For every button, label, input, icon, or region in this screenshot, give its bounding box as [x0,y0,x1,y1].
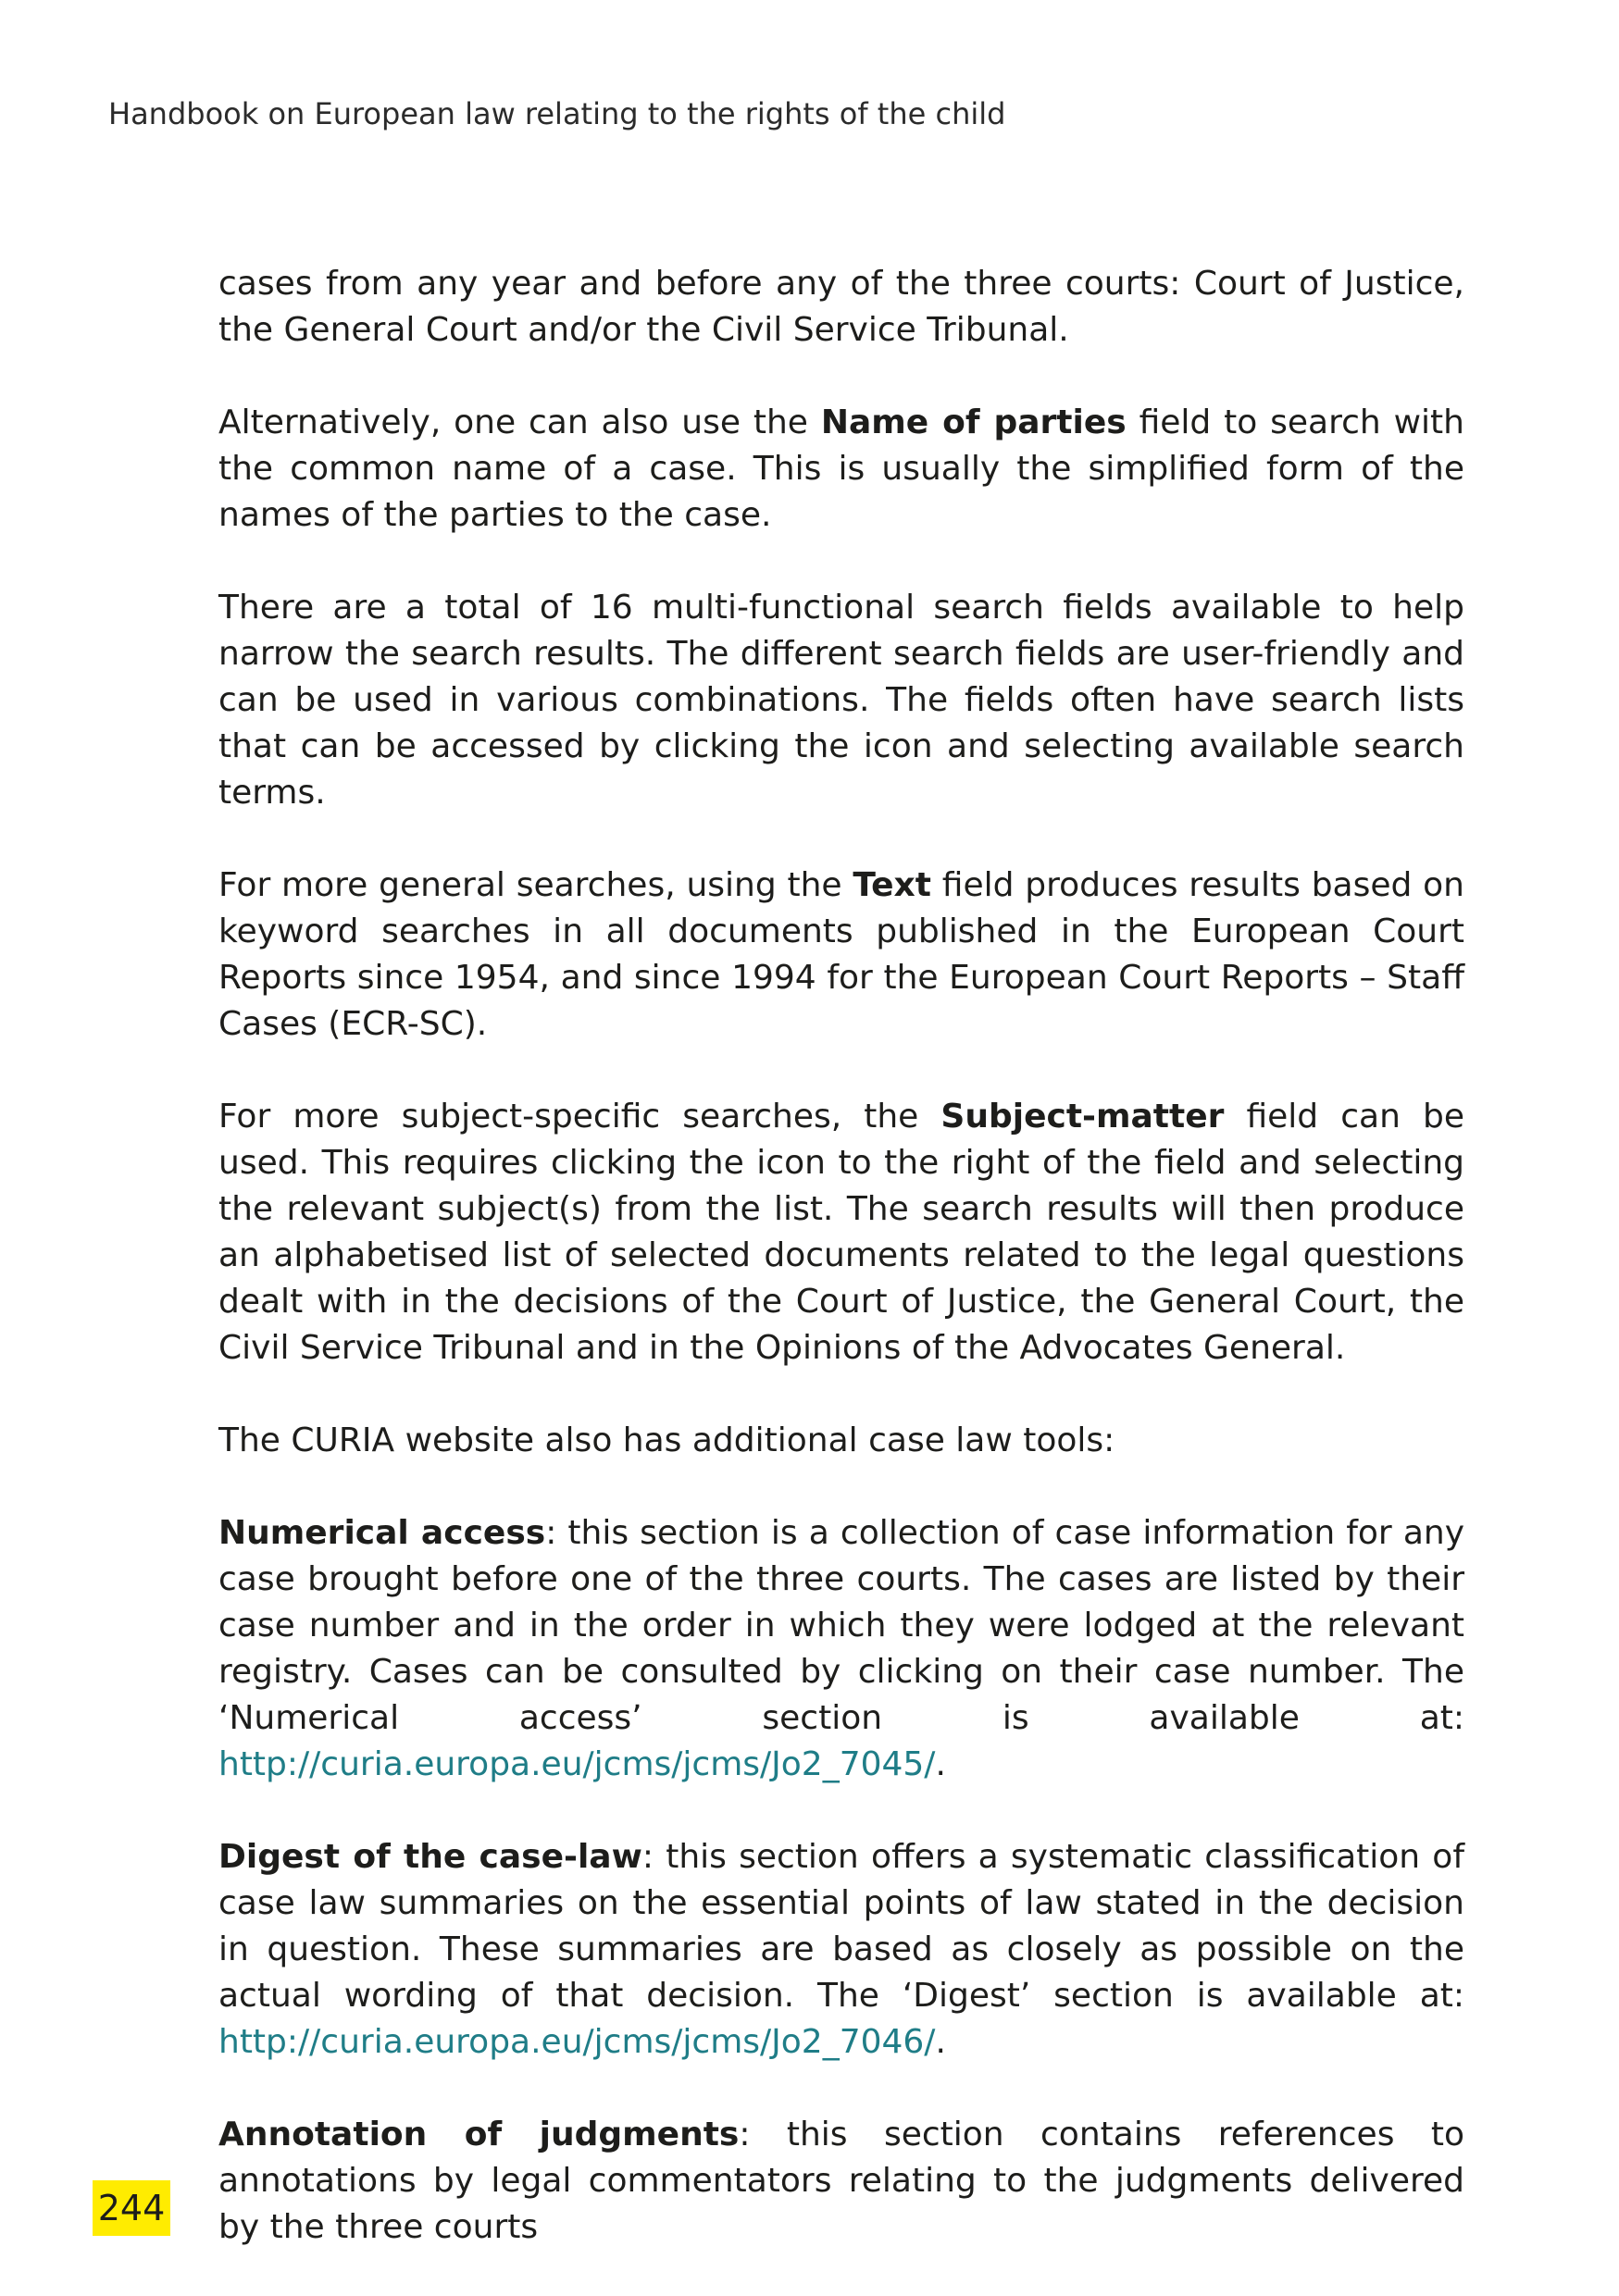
paragraph-text: . [935,2023,946,2061]
bold-term-subject-matter: Subject-matter [940,1098,1225,1136]
paragraph-search-fields [218,585,1464,816]
paragraph-text: : this section offers a systematic classification of case law summaries on the essential points of law stated in the decision in question. These summaries are based as closely as possible on the actual wording of that decision. The ‘Digest’ section is available at: [218,1838,1464,2015]
paragraph-name-of-parties [218,400,1464,539]
bold-term-name-of-parties: Name of parties [820,403,1127,441]
paragraph-text: field to search with the common name of a case. This is usually the simplified form of the names of the parties to the case. [218,403,1464,534]
paragraph-text: Alternatively, one can also use the [218,403,821,441]
bold-term-numerical-access: Numerical access [218,1514,546,1552]
paragraph-text: The CURIA website also has additional case law tools: [218,1421,1115,1459]
paragraph-curia-tools [218,1418,1464,1464]
digest-link[interactable]: http://curia.europa.eu/jcms/jcms/Jo2_7046/ [218,2023,936,2061]
paragraph-text-field [218,863,1464,1048]
paragraph-text: : this section contains references to annotations by legal commentators relating to the judgments delivered by the three courts [218,2116,1464,2246]
numerical-access-link[interactable]: http://curia.europa.eu/jcms/jcms/Jo2_7045/ [218,1745,936,1783]
paragraph-text: : this section is a collection of case information for any case brought before one of the three courts. The cases are listed by their case number and in the order in which they were lodged at the relevant registry. Cases can be consulted by clicking on their case number. The ‘Numerical access’ section is available at: [218,1514,1464,1737]
paragraph-digest [218,1834,1464,2066]
bold-term-text: Text [853,866,931,904]
paragraph-text: field can be used. This requires clicking the icon to the right of the field and selecting the relevant subject(s) from the list. The search results will then produce an alphabetised list of selected documents related to the legal questions dealt with in the decisions of the Court of Justice, the General Court, the Civil Service Tribunal and in the Opinions of the Advocates General. [218,1098,1464,1367]
paragraph-text: cases from any year and before any of the three courts: Court of Justice, the General Court and/or the Civil Service Tribunal. [218,265,1464,349]
paragraph-text: field produces results based on keyword searches in all documents published in the European Court Reports since 1954, and since 1994 for the European Court Reports – Staff Cases (ECR-SC). [218,866,1464,1043]
paragraph-annotation [218,2112,1464,2251]
bold-term-annotation: Annotation of judgments [218,2116,740,2153]
paragraph-numerical-access [218,1510,1464,1788]
paragraph-courts-continued [218,261,1464,354]
paragraph-text: For more general searches, using the [218,866,853,904]
running-header: Handbook on European law relating to the rights of the child [108,96,1006,131]
paragraph-text: There are a total of 16 multi-functional search fields available to help narrow the search results. The different search fields are user-friendly and can be used in various combinations. The fields often have search lists that can be accessed by clicking the icon and selecting available search terms. [218,589,1464,812]
paragraph-text: For more subject-specific searches, the [218,1098,941,1136]
bold-term-digest: Digest of the case-law [218,1838,642,1876]
body-text [218,261,1464,2251]
paragraph-text: . [935,1745,946,1783]
paragraph-subject-matter [218,1094,1464,1371]
page-number: 244 [93,2180,170,2236]
